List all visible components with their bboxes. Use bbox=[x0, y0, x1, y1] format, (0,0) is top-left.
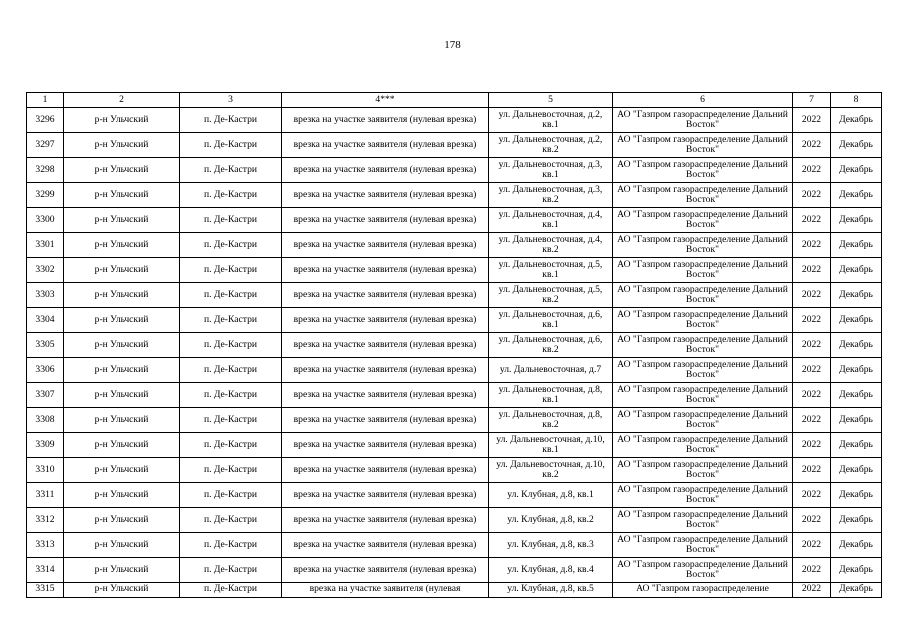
cell-row-number: 3304 bbox=[27, 308, 64, 333]
cell-month: Декабрь bbox=[831, 233, 882, 258]
cell-connection-type: врезка на участке заявителя (нулевая врезка) bbox=[282, 258, 489, 283]
cell-address: ул. Дальневосточная, д.10, кв.2 bbox=[489, 458, 613, 483]
cell-organization: АО "Газпром газораспределение Дальний Восток" bbox=[613, 233, 793, 258]
cell-connection-type: врезка на участке заявителя (нулевая врезка) bbox=[282, 283, 489, 308]
cell-month: Декабрь bbox=[831, 358, 882, 383]
cell-organization: АО "Газпром газораспределение Дальний Восток" bbox=[613, 283, 793, 308]
cell-district: р-н Ульчский bbox=[64, 408, 180, 433]
cell-connection-type: врезка на участке заявителя (нулевая врезка) bbox=[282, 158, 489, 183]
cell-month: Декабрь bbox=[831, 333, 882, 358]
table-row bbox=[27, 158, 882, 183]
cell-district: р-н Ульчский bbox=[64, 208, 180, 233]
cell-row-number: 3315 bbox=[27, 583, 64, 598]
cell-year: 2022 bbox=[793, 258, 831, 283]
cell-row-number: 3302 bbox=[27, 258, 64, 283]
cell-organization: АО "Газпром газораспределение Дальний Восток" bbox=[613, 433, 793, 458]
cell-row-number: 3314 bbox=[27, 558, 64, 583]
cell-connection-type: врезка на участке заявителя (нулевая врезка) bbox=[282, 408, 489, 433]
cell-address: ул. Дальневосточная, д.10, кв.1 bbox=[489, 433, 613, 458]
cell-organization: АО "Газпром газораспределение Дальний Восток" bbox=[613, 483, 793, 508]
cell-month: Декабрь bbox=[831, 208, 882, 233]
cell-month: Декабрь bbox=[831, 558, 882, 583]
cell-month: Декабрь bbox=[831, 308, 882, 333]
table-row bbox=[27, 358, 882, 383]
table-row bbox=[27, 208, 882, 233]
cell-address: ул. Дальневосточная, д.5, кв.2 bbox=[489, 283, 613, 308]
column-header-5: 5 bbox=[489, 93, 613, 108]
cell-settlement: п. Де-Кастри bbox=[180, 283, 282, 308]
cell-settlement: п. Де-Кастри bbox=[180, 408, 282, 433]
column-header-8: 8 bbox=[831, 93, 882, 108]
cell-year: 2022 bbox=[793, 583, 831, 598]
cell-row-number: 3308 bbox=[27, 408, 64, 433]
cell-district: р-н Ульчский bbox=[64, 458, 180, 483]
cell-address: ул. Клубная, д.8, кв.4 bbox=[489, 558, 613, 583]
cell-year: 2022 bbox=[793, 283, 831, 308]
cell-address: ул. Дальневосточная, д.6, кв.1 bbox=[489, 308, 613, 333]
cell-connection-type: врезка на участке заявителя (нулевая врезка) bbox=[282, 308, 489, 333]
cell-year: 2022 bbox=[793, 383, 831, 408]
cell-row-number: 3299 bbox=[27, 183, 64, 208]
cell-district: р-н Ульчский bbox=[64, 383, 180, 408]
table-row bbox=[27, 583, 882, 598]
table-row bbox=[27, 458, 882, 483]
cell-connection-type: врезка на участке заявителя (нулевая врезка) bbox=[282, 133, 489, 158]
cell-year: 2022 bbox=[793, 358, 831, 383]
cell-row-number: 3310 bbox=[27, 458, 64, 483]
table-body bbox=[27, 108, 882, 598]
cell-settlement: п. Де-Кастри bbox=[180, 358, 282, 383]
cell-year: 2022 bbox=[793, 208, 831, 233]
cell-district: р-н Ульчский bbox=[64, 258, 180, 283]
cell-connection-type: врезка на участке заявителя (нулевая врезка) bbox=[282, 333, 489, 358]
cell-district: р-н Ульчский bbox=[64, 108, 180, 133]
cell-connection-type: врезка на участке заявителя (нулевая врезка) bbox=[282, 533, 489, 558]
table-row bbox=[27, 183, 882, 208]
cell-district: р-н Ульчский bbox=[64, 433, 180, 458]
cell-row-number: 3311 bbox=[27, 483, 64, 508]
cell-year: 2022 bbox=[793, 508, 831, 533]
cell-organization: АО "Газпром газораспределение Дальний Восток" bbox=[613, 208, 793, 233]
cell-row-number: 3297 bbox=[27, 133, 64, 158]
cell-month: Декабрь bbox=[831, 183, 882, 208]
cell-year: 2022 bbox=[793, 108, 831, 133]
cell-year: 2022 bbox=[793, 133, 831, 158]
column-header-1: 1 bbox=[27, 93, 64, 108]
cell-address: ул. Клубная, д.8, кв.1 bbox=[489, 483, 613, 508]
cell-organization: АО "Газпром газораспределение Дальний Восток" bbox=[613, 183, 793, 208]
cell-organization: АО "Газпром газораспределение bbox=[613, 583, 793, 598]
cell-settlement: п. Де-Кастри bbox=[180, 433, 282, 458]
cell-district: р-н Ульчский bbox=[64, 158, 180, 183]
cell-district: р-н Ульчский bbox=[64, 233, 180, 258]
cell-address: ул. Клубная, д.8, кв.5 bbox=[489, 583, 613, 598]
cell-month: Декабрь bbox=[831, 158, 882, 183]
cell-month: Декабрь bbox=[831, 458, 882, 483]
cell-month: Декабрь bbox=[831, 133, 882, 158]
cell-address: ул. Дальневосточная, д.8, кв.1 bbox=[489, 383, 613, 408]
cell-district: р-н Ульчский bbox=[64, 333, 180, 358]
cell-month: Декабрь bbox=[831, 258, 882, 283]
cell-connection-type: врезка на участке заявителя (нулевая врезка) bbox=[282, 483, 489, 508]
table-row bbox=[27, 383, 882, 408]
cell-row-number: 3306 bbox=[27, 358, 64, 383]
cell-connection-type: врезка на участке заявителя (нулевая врезка) bbox=[282, 183, 489, 208]
cell-address: ул. Дальневосточная, д.3, кв.2 bbox=[489, 183, 613, 208]
cell-organization: АО "Газпром газораспределение Дальний Восток" bbox=[613, 458, 793, 483]
cell-settlement: п. Де-Кастри bbox=[180, 133, 282, 158]
cell-district: р-н Ульчский bbox=[64, 183, 180, 208]
cell-month: Декабрь bbox=[831, 508, 882, 533]
cell-organization: АО "Газпром газораспределение Дальний Восток" bbox=[613, 158, 793, 183]
cell-settlement: п. Де-Кастри bbox=[180, 458, 282, 483]
cell-connection-type: врезка на участке заявителя (нулевая врезка) bbox=[282, 208, 489, 233]
column-header-7: 7 bbox=[793, 93, 831, 108]
cell-organization: АО "Газпром газораспределение Дальний Восток" bbox=[613, 508, 793, 533]
cell-district: р-н Ульчский bbox=[64, 358, 180, 383]
cell-organization: АО "Газпром газораспределение Дальний Восток" bbox=[613, 408, 793, 433]
cell-row-number: 3301 bbox=[27, 233, 64, 258]
cell-settlement: п. Де-Кастри bbox=[180, 308, 282, 333]
cell-district: р-н Ульчский bbox=[64, 283, 180, 308]
column-header-4: 4*** bbox=[282, 93, 489, 108]
column-header-3: 3 bbox=[180, 93, 282, 108]
cell-row-number: 3313 bbox=[27, 533, 64, 558]
cell-organization: АО "Газпром газораспределение Дальний Восток" bbox=[613, 333, 793, 358]
column-header-2: 2 bbox=[64, 93, 180, 108]
cell-connection-type: врезка на участке заявителя (нулевая bbox=[282, 583, 489, 598]
cell-address: ул. Дальневосточная, д.7 bbox=[489, 358, 613, 383]
cell-connection-type: врезка на участке заявителя (нулевая врезка) bbox=[282, 383, 489, 408]
cell-district: р-н Ульчский bbox=[64, 483, 180, 508]
cell-address: ул. Дальневосточная, д.5, кв.1 bbox=[489, 258, 613, 283]
cell-settlement: п. Де-Кастри bbox=[180, 208, 282, 233]
cell-address: ул. Клубная, д.8, кв.2 bbox=[489, 508, 613, 533]
cell-month: Декабрь bbox=[831, 483, 882, 508]
cell-settlement: п. Де-Кастри bbox=[180, 183, 282, 208]
table-header bbox=[27, 93, 882, 108]
cell-address: ул. Дальневосточная, д.4, кв.2 bbox=[489, 233, 613, 258]
cell-settlement: п. Де-Кастри bbox=[180, 233, 282, 258]
cell-connection-type: врезка на участке заявителя (нулевая врезка) bbox=[282, 508, 489, 533]
table-row bbox=[27, 533, 882, 558]
cell-year: 2022 bbox=[793, 308, 831, 333]
header-row bbox=[27, 93, 882, 108]
cell-district: р-н Ульчский bbox=[64, 308, 180, 333]
cell-row-number: 3309 bbox=[27, 433, 64, 458]
cell-address: ул. Дальневосточная, д.2, кв.2 bbox=[489, 133, 613, 158]
cell-month: Декабрь bbox=[831, 283, 882, 308]
table-row bbox=[27, 433, 882, 458]
cell-address: ул. Дальневосточная, д.4, кв.1 bbox=[489, 208, 613, 233]
cell-row-number: 3312 bbox=[27, 508, 64, 533]
cell-organization: АО "Газпром газораспределение Дальний Восток" bbox=[613, 558, 793, 583]
cell-connection-type: врезка на участке заявителя (нулевая врезка) bbox=[282, 558, 489, 583]
cell-connection-type: врезка на участке заявителя (нулевая врезка) bbox=[282, 458, 489, 483]
document-table bbox=[26, 92, 882, 598]
cell-month: Декабрь bbox=[831, 583, 882, 598]
cell-settlement: п. Де-Кастри bbox=[180, 583, 282, 598]
cell-row-number: 3307 bbox=[27, 383, 64, 408]
cell-row-number: 3303 bbox=[27, 283, 64, 308]
cell-connection-type: врезка на участке заявителя (нулевая врезка) bbox=[282, 433, 489, 458]
table-row bbox=[27, 408, 882, 433]
cell-row-number: 3298 bbox=[27, 158, 64, 183]
cell-organization: АО "Газпром газораспределение Дальний Восток" bbox=[613, 258, 793, 283]
cell-year: 2022 bbox=[793, 533, 831, 558]
cell-address: ул. Дальневосточная, д.8, кв.2 bbox=[489, 408, 613, 433]
cell-address: ул. Дальневосточная, д.2, кв.1 bbox=[489, 108, 613, 133]
cell-organization: АО "Газпром газораспределение Дальний Восток" bbox=[613, 358, 793, 383]
cell-month: Декабрь bbox=[831, 433, 882, 458]
cell-address: ул. Дальневосточная, д.3, кв.1 bbox=[489, 158, 613, 183]
table-row bbox=[27, 133, 882, 158]
cell-month: Декабрь bbox=[831, 383, 882, 408]
cell-month: Декабрь bbox=[831, 533, 882, 558]
cell-address: ул. Клубная, д.8, кв.3 bbox=[489, 533, 613, 558]
cell-connection-type: врезка на участке заявителя (нулевая врезка) bbox=[282, 358, 489, 383]
table-row bbox=[27, 308, 882, 333]
cell-settlement: п. Де-Кастри bbox=[180, 483, 282, 508]
cell-district: р-н Ульчский bbox=[64, 558, 180, 583]
cell-settlement: п. Де-Кастри bbox=[180, 533, 282, 558]
cell-year: 2022 bbox=[793, 333, 831, 358]
cell-settlement: п. Де-Кастри bbox=[180, 508, 282, 533]
cell-row-number: 3300 bbox=[27, 208, 64, 233]
table-row bbox=[27, 283, 882, 308]
cell-row-number: 3305 bbox=[27, 333, 64, 358]
cell-district: р-н Ульчский bbox=[64, 583, 180, 598]
cell-settlement: п. Де-Кастри bbox=[180, 333, 282, 358]
cell-year: 2022 bbox=[793, 458, 831, 483]
page-number: 178 bbox=[444, 39, 461, 51]
table-row bbox=[27, 233, 882, 258]
table-row bbox=[27, 558, 882, 583]
cell-settlement: п. Де-Кастри bbox=[180, 258, 282, 283]
cell-organization: АО "Газпром газораспределение Дальний Восток" bbox=[613, 383, 793, 408]
cell-district: р-н Ульчский bbox=[64, 133, 180, 158]
cell-row-number: 3296 bbox=[27, 108, 64, 133]
cell-month: Декабрь bbox=[831, 108, 882, 133]
cell-settlement: п. Де-Кастри bbox=[180, 158, 282, 183]
cell-district: р-н Ульчский bbox=[64, 508, 180, 533]
cell-address: ул. Дальневосточная, д.6, кв.2 bbox=[489, 333, 613, 358]
cell-connection-type: врезка на участке заявителя (нулевая врезка) bbox=[282, 108, 489, 133]
table-row bbox=[27, 108, 882, 133]
cell-month: Декабрь bbox=[831, 408, 882, 433]
cell-year: 2022 bbox=[793, 183, 831, 208]
cell-organization: АО "Газпром газораспределение Дальний Восток" bbox=[613, 133, 793, 158]
cell-organization: АО "Газпром газораспределение Дальний Восток" bbox=[613, 108, 793, 133]
cell-connection-type: врезка на участке заявителя (нулевая врезка) bbox=[282, 233, 489, 258]
cell-year: 2022 bbox=[793, 233, 831, 258]
cell-year: 2022 bbox=[793, 158, 831, 183]
cell-organization: АО "Газпром газораспределение Дальний Восток" bbox=[613, 308, 793, 333]
cell-settlement: п. Де-Кастри bbox=[180, 383, 282, 408]
cell-settlement: п. Де-Кастри bbox=[180, 558, 282, 583]
table-row bbox=[27, 333, 882, 358]
table-row bbox=[27, 258, 882, 283]
table-row bbox=[27, 483, 882, 508]
cell-year: 2022 bbox=[793, 433, 831, 458]
cell-settlement: п. Де-Кастри bbox=[180, 108, 282, 133]
cell-organization: АО "Газпром газораспределение Дальний Восток" bbox=[613, 533, 793, 558]
table-row bbox=[27, 508, 882, 533]
cell-year: 2022 bbox=[793, 408, 831, 433]
cell-year: 2022 bbox=[793, 558, 831, 583]
cell-district: р-н Ульчский bbox=[64, 533, 180, 558]
cell-year: 2022 bbox=[793, 483, 831, 508]
column-header-6: 6 bbox=[613, 93, 793, 108]
